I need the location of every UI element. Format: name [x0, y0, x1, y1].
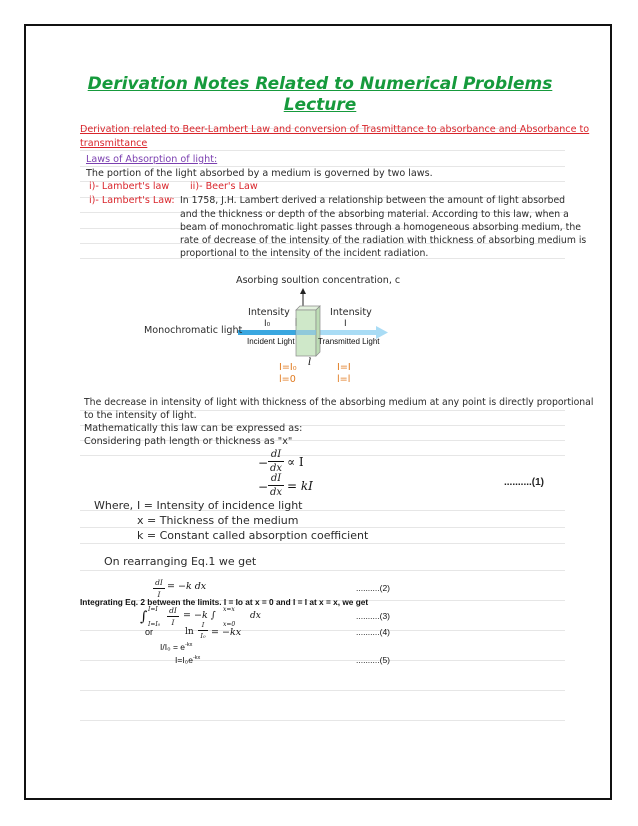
- eq3-denominator: I: [171, 618, 175, 627]
- left-condition-1: I=I₀: [279, 362, 297, 373]
- eq1b-equals-kI: = kI: [287, 479, 313, 493]
- eq4-number: ..........(4): [356, 627, 391, 637]
- law-list-first: i)- Lambert's law: [89, 181, 170, 192]
- eq3-lower-left: I=I₀: [148, 621, 161, 628]
- eq1a-minus: −: [258, 456, 269, 470]
- eq1b-denominator: dx: [269, 487, 283, 498]
- integrating-text: Integrating Eq. 2 between the limits. I = Io at x = 0 and I = I at x = x, we get: [80, 597, 369, 607]
- eq1a-denominator: dx: [269, 463, 283, 474]
- eq3-integral-left: ∫: [140, 609, 148, 625]
- title-line-1: Derivation Notes Related to Numerical Problems: [87, 74, 553, 94]
- incident-beam: [238, 330, 296, 335]
- eq1b-minus: −: [258, 480, 269, 494]
- intensity-right-symbol: I: [344, 319, 347, 329]
- section-heading-line-1: Derivation related to Beer-Lambert Law and conversion of Trasmittance to absorbance and Absorbance to: [80, 124, 590, 135]
- eq4-rhs: = −kx: [211, 627, 242, 638]
- incident-light-label: Incident Light: [247, 337, 295, 346]
- where-line-2: x = Thickness of the medium: [137, 514, 299, 527]
- intensity-right-label: Intensity: [330, 307, 372, 318]
- eq5-number: ..........(5): [356, 655, 391, 665]
- eq2-fraction: [153, 578, 165, 599]
- where-line-1: I = Intensity of incidence light: [137, 499, 303, 512]
- eq4-fraction: [198, 621, 208, 640]
- law-list-second: ii)- Beer's Law: [190, 181, 258, 192]
- eq1b-numerator: dI: [270, 473, 282, 484]
- eq3-number: ..........(3): [356, 611, 391, 621]
- eq2-denominator: I: [157, 590, 161, 599]
- eq2-rhs: = −k dx: [167, 581, 207, 592]
- intensity-left-symbol: I₀: [264, 319, 271, 329]
- eq4-ln: ln: [185, 627, 194, 637]
- eq3-middle: = −k ∫: [183, 610, 216, 621]
- eq1a-numerator: dI: [270, 449, 282, 460]
- path-length-symbol: l: [308, 357, 312, 368]
- lambert-line-4: rate of decrease of the intensity of the radiation with thickness of absorbing medium is: [180, 235, 587, 246]
- intensity-left-label: Intensity: [248, 307, 290, 318]
- left-condition-2: l=0: [279, 374, 296, 385]
- lambert-line-3: beam of monochromatic light passes through a homogeneous absorbing medium, the: [180, 222, 581, 233]
- lambert-line-1: In 1758, J.H. Lambert derived a relationship between the amount of light absorbed: [180, 195, 566, 206]
- transmitted-light-label: Transmitted Light: [318, 337, 380, 346]
- eq3-upper-left: I=I: [148, 606, 158, 613]
- where-label: Where,: [94, 499, 134, 512]
- lambert-line-2: and the thickness or depth of the absorbing material. According to this law, when a: [180, 209, 569, 220]
- eq3-numerator: dI: [169, 606, 177, 615]
- right-condition-1: I=I: [337, 362, 351, 373]
- eq1a-fraction: [268, 449, 284, 474]
- eq5: $I=I_0e^{-kx}$: [175, 655, 201, 665]
- laws-heading: Laws of Absorption of light:: [86, 154, 218, 165]
- monochromatic-label: Monochromatic light: [144, 325, 243, 336]
- eq3-dx: dx: [250, 611, 261, 621]
- transmitted-beam: [316, 330, 376, 335]
- section-heading-line-2: transmittance: [80, 138, 148, 149]
- eq3-lower-right: x=0: [223, 621, 236, 628]
- eq4-or: or: [145, 627, 154, 637]
- eq1-number: ..........(1): [504, 477, 545, 488]
- lambert-line-5: proportional to the intensity of the incident radiation.: [180, 248, 429, 259]
- eq1a-proportional: ∝ I: [287, 455, 304, 469]
- eq2-number: ..........(2): [356, 583, 391, 593]
- eq2-numerator: dI: [155, 578, 163, 587]
- eq-ratio: $I/I_0 = e^{-kx}$: [160, 642, 193, 652]
- eq1b-fraction: [268, 473, 284, 498]
- decrease-line-3: Mathematically this law can be expressed as:: [84, 423, 303, 434]
- decrease-line-2: to the intensity of light.: [84, 410, 197, 421]
- eq4-denominator: I₀: [200, 632, 206, 640]
- decrease-line-1: The decrease in intensity of light with thickness of the absorbing medium at any point is directly proportional: [84, 397, 594, 408]
- concentration-arrow-head: [300, 288, 306, 294]
- rearranging-text: On rearranging Eq.1 we get: [104, 555, 257, 568]
- title-line-2: Lecture: [283, 95, 357, 116]
- lambert-label: i)- Lambert's Law:: [89, 195, 175, 206]
- eq3-fraction: [167, 606, 179, 627]
- decrease-line-4: Considering path length or thickness as "x": [84, 436, 293, 447]
- eq4-numerator: I: [201, 621, 205, 629]
- concentration-label: Asorbing soultion concentration, c: [236, 275, 401, 286]
- right-condition-2: l=l: [337, 374, 351, 385]
- intro-text: The portion of the light absorbed by a medium is governed by two laws.: [86, 168, 433, 179]
- where-line-3: k = Constant called absorption coefficient: [137, 529, 369, 542]
- eq3-upper-right: x=x: [223, 606, 235, 613]
- beam-in-cell: [296, 330, 316, 335]
- cell-side: [316, 306, 320, 356]
